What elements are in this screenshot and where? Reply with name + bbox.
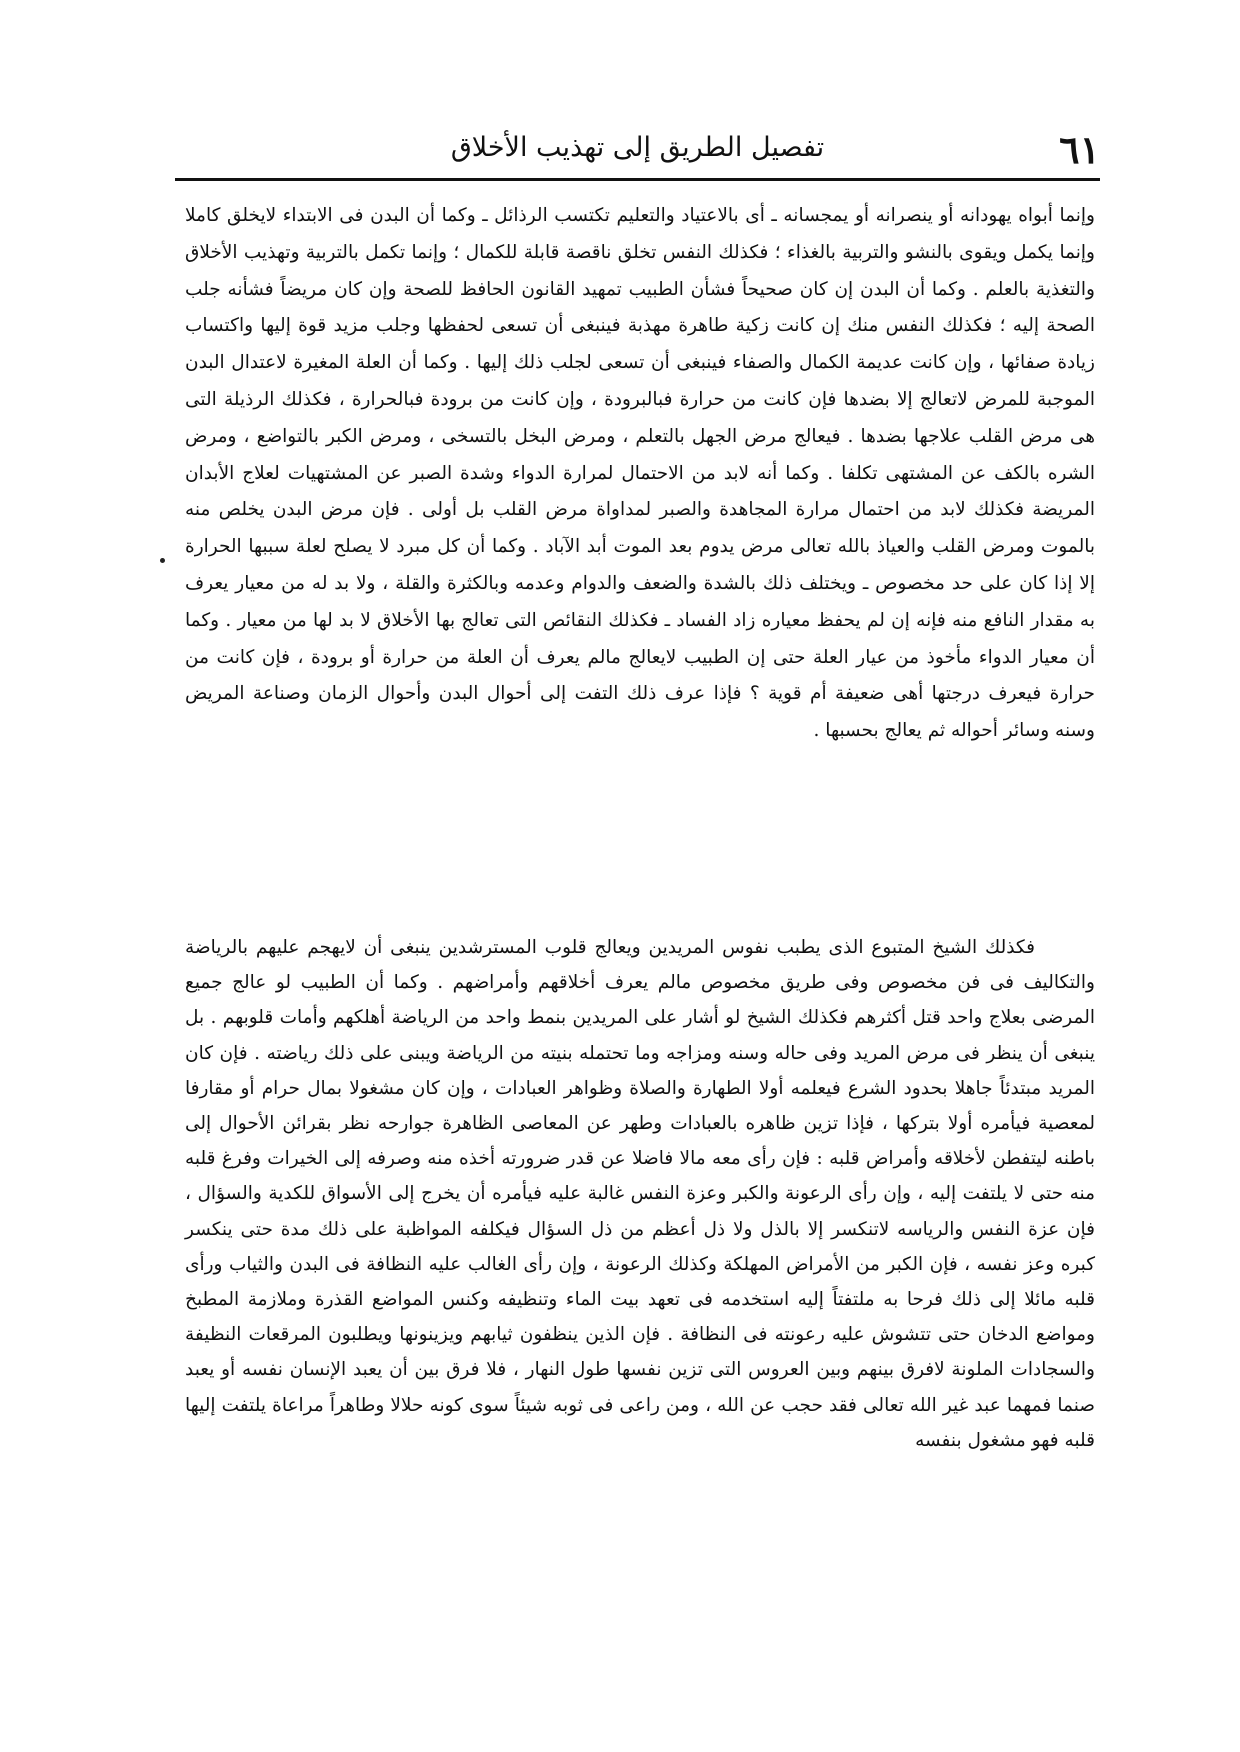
body-paragraph-2: فكذلك الشيخ المتبوع الذى يطبب نفوس المريدين ويعالج قلوب المسترشدين ينبغى أن لايهجم عليهم بالرياضة والتكاليف فى فن مخصوص وفى طريق مخصوص مالم يعرف أخلاقهم وأمراضهم . وكما أن الطبيب لو عالج جميع المرضى بعلاج واحد قتل أكثرهم فكذلك الشيخ لو أشار على المريدين بنمط واحد من الرياضة أهلكهم وأمات قلوبهم . بل ينبغى أن ينظر فى مرض المريد وفى حاله وسنه ومزاجه وما تحتمله بنيته من الرياضة ويبنى على ذلك رياضته . فإن كان المريد مبتدئاً جاهلا بحدود الشرع فيعلمه أولا الطهارة والصلاة وظواهر العبادات ، وإن كان مشغولا بمال حرام أو مقارفا لمعصية فيأمره أولا بتركها ، فإذا تزين ظاهره بالعبادات وطهر عن المعاصى الظاهرة جوارحه نظر بقرائن الأحوال إلى باطنه ليتفطن لأخلاقه وأمراض قلبه : فإن رأى معه مالا فاضلا عن قدر ضرورته أخذه منه وصرفه إلى الخيرات وفرغ قلبه منه حتى لا يلتفت إليه ، وإن رأى الرعونة والكبر وعزة النفس غالبة عليه فيأمره أن يخرج إلى الأسواق للكدية والسؤال ، فإن عزة النفس والرياسه لاتنكسر إلا بالذل ولا ذل أعظم من ذل السؤال فيكلفه المواظبة على ذلك مدة حتى ينكسر كبره وعز نفسه ، فإن الكبر من الأمراض المهلكة وكذلك الرعونة ، وإن رأى الغالب عليه النظافة فى البدن والثياب ورأى قلبه مائلا إلى ذلك فرحا به ملتفتاً إليه استخدمه فى تعهد بيت الماء وتنظيفه وكنس المواضع القذرة وملازمة المطبخ ومواضع الدخان حتى تتشوش عليه رعونته فى النظافة . فإن الذين ينظفون ثيابهم ويزينونها ويطلبون المرقعات النظيفة والسجادات الملونة لافرق بينهم وبين العروس التى تزين نفسها طول النهار ، فلا فرق بين أن يعبد الإنسان نفسه أو يعبد صنما فمهما عبد غير الله تعالى فقد حجب عن الله ، ومن راعى فى ثوبه شيئاً سوى كونه حلالا وطاهراً مراعاة يلتفت إليها قلبه فهو مشغول بنفسه <box>185 937 1096 1451</box>
body-paragraph-1: وإنما أبواه يهودانه أو ينصرانه أو يمجسانه ـ أى بالاعتياد والتعليم تكتسب الرذائل ـ وكما أن البدن فى الابتداء لايخلق كاملا وإنما يكمل ويقوى بالنشو والتربية بالغذاء ؛ فكذلك النفس تخلق ناقصة قابلة للكمال ؛ وإنما تكمل بالتربية وتهذيب الأخلاق والتغذية بالعلم . وكما أن البدن إن كان صحيحاً فشأن الطبيب تمهيد القانون الحافظ للصحة وإن كان مريضاً فشأنه جلب الصحة إليه ؛ فكذلك النفس منك إن كانت زكية طاهرة مهذبة فينبغى أن تسعى لحفظها وجلب مزيد قوة إليها واكتساب زيادة صفائها ، وإن كانت عديمة الكمال والصفاء فينبغى أن تسعى لجلب ذلك إليها . وكما أن العلة المغيرة لاعتدال البدن الموجبة للمرض لاتعالج إلا بضدها فإن كانت من حرارة فبالبرودة ، وإن كانت من برودة فبالحرارة ، فكذلك الرذيلة التى هى مرض القلب علاجها بضدها . فيعالج مرض الجهل بالتعلم ، ومرض البخل بالتسخى ، ومرض الكبر بالتواضع ، ومرض الشره بالكف عن المشتهى تكلفا . وكما أنه لابد من الاحتمال لمرارة الدواء وشدة الصبر عن المشتهيات لعلاج الأبدان المريضة فكذلك لابد من احتمال مرارة المجاهدة والصبر لمداواة مرض القلب بل أولى . فإن مرض البدن يخلص منه بالموت ومرض القلب والعياذ بالله تعالى مرض يدوم بعد الموت أبد الآباد . وكما أن كل مبرد لا يصلح لعلة سببها الحرارة إلا إذا كان على حد مخصوص ـ ويختلف ذلك بالشدة والضعف والدوام وعدمه وبالكثرة والقلة ، ولا بد له من معيار يعرف به مقدار النافع منه فإنه إن لم يحفظ معياره زاد الفساد ـ فكذلك النقائص التى تعالج بها الأخلاق لا بد لها من معيار . وكما أن معيار الدواء مأخوذ من عيار العلة حتى إن الطبيب لايعالج مالم يعرف أن العلة من حرارة أو برودة ، فإن كانت من حرارة فيعرف درجتها أهى ضعيفة أم قوية ؟ فإذا عرف ذلك التفت إلى أحوال البدن وأحوال الزمان وصناعة المريض وسنه وسائر أحواله ثم يعالج بحسبها . <box>185 205 1095 742</box>
page-header <box>175 120 1100 182</box>
margin-mark <box>160 558 165 563</box>
header-divider <box>175 178 1100 181</box>
page-number: ٦١ <box>1059 127 1100 172</box>
running-title: تفصيل الطريق إلى تهذيب الأخلاق <box>450 132 825 163</box>
